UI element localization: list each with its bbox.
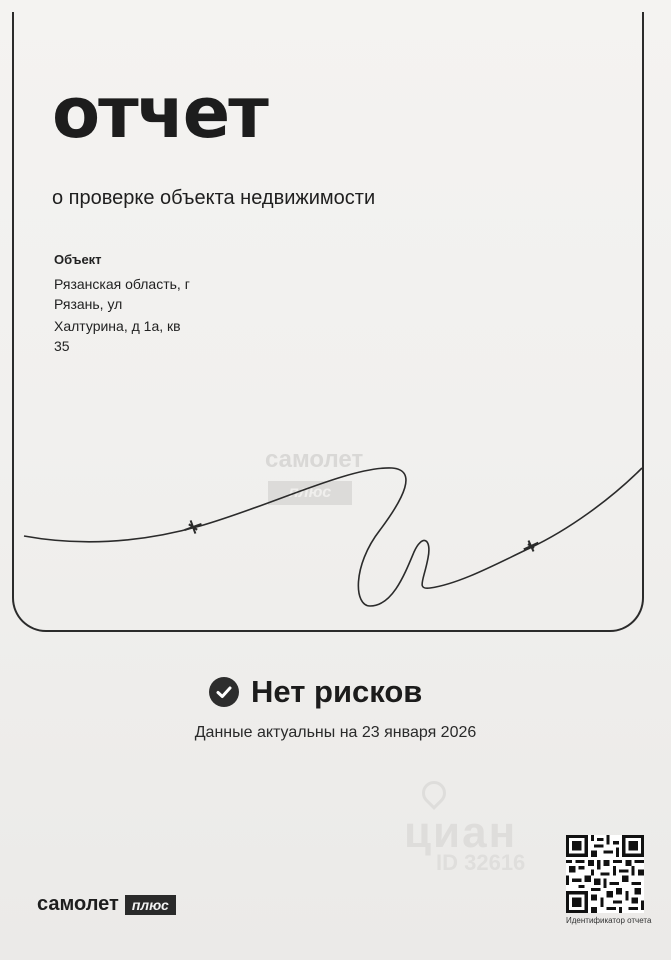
object-address-line-2: Рязань, ул (54, 296, 123, 312)
data-actual-date: Данные актуальны на 23 января 2026 (194, 724, 477, 741)
object-address-line-1: Рязанская область, г (54, 276, 190, 292)
check-circle-icon (209, 677, 239, 707)
risk-status (209, 674, 422, 710)
object-label: Объект (54, 252, 102, 267)
cian-watermark-logo: циан (404, 808, 518, 857)
object-address-line-3: Халтурина, д 1а, кв (54, 318, 181, 334)
risk-status-text: Нет рисков (251, 674, 423, 709)
qr-caption: Идентификатор отчета (566, 916, 652, 925)
cian-listing-id: ID 32616 (436, 850, 526, 875)
object-address-line-4: 35 (54, 338, 70, 354)
report-qr-code (566, 835, 644, 913)
airplane-icon (182, 517, 204, 536)
airplane-icon (521, 537, 541, 555)
footer-brand-name: самолет (37, 893, 119, 915)
report-title: отчет (52, 72, 267, 154)
report-subtitle: о проверке объекта недвижимости (52, 187, 376, 209)
watermark-brand: самолет (265, 446, 364, 473)
watermark-plus: плюс (268, 481, 352, 505)
footer-brand-plus: плюс (125, 895, 176, 915)
footer-brand-logo (37, 893, 176, 916)
